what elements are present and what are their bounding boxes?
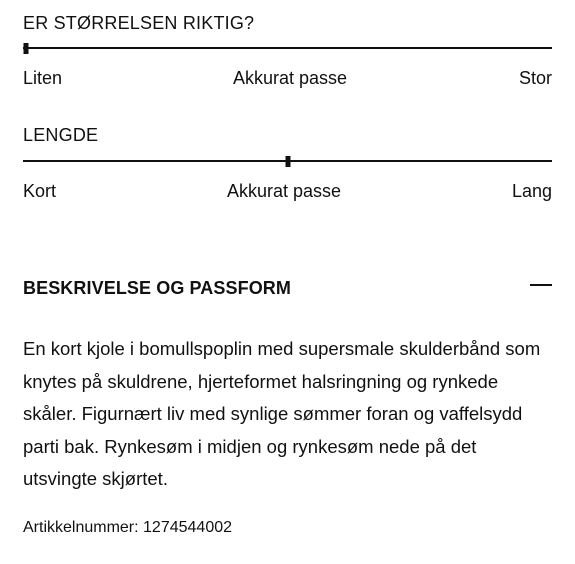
product-description: En kort kjole i bomullspoplin med supersmale skulderbånd som knytes på skuldrene, hjerteformet halsringning og rynkede skåler. Figurnært liv med synlige sømmer foran og vaffelsydd parti bak. Rynkesøm i midjen og rynkesøm nede på det utsvingte skjørtet. — [23, 338, 541, 489]
size-fit-label-right: Stor — [518, 68, 552, 88]
length-fit-label-left: Kort — [23, 181, 57, 201]
length-fit-section — [23, 112, 552, 212]
description-section-title: BESKRIVELSE OG PASSFORM — [23, 278, 292, 298]
length-fit-label-right: Lang — [511, 181, 552, 201]
size-fit-label-middle: Akkurat passe — [232, 68, 348, 88]
size-fit-title: ER STØRRELSEN RIKTIG? — [23, 13, 255, 33]
size-fit-label-left: Liten — [23, 68, 63, 88]
article-number: Artikkelnummer: 1274544002 — [23, 519, 233, 536]
length-fit-title: LENGDE — [23, 125, 99, 145]
minus-icon[interactable] — [530, 284, 552, 286]
size-fit-marker — [23, 43, 28, 54]
description-accordion-toggle[interactable] — [23, 274, 552, 302]
length-fit-label-middle: Akkurat passe — [226, 181, 342, 201]
size-fit-track — [23, 47, 552, 49]
length-fit-track — [23, 160, 552, 162]
length-fit-marker — [285, 156, 290, 167]
size-fit-section — [23, 0, 552, 100]
